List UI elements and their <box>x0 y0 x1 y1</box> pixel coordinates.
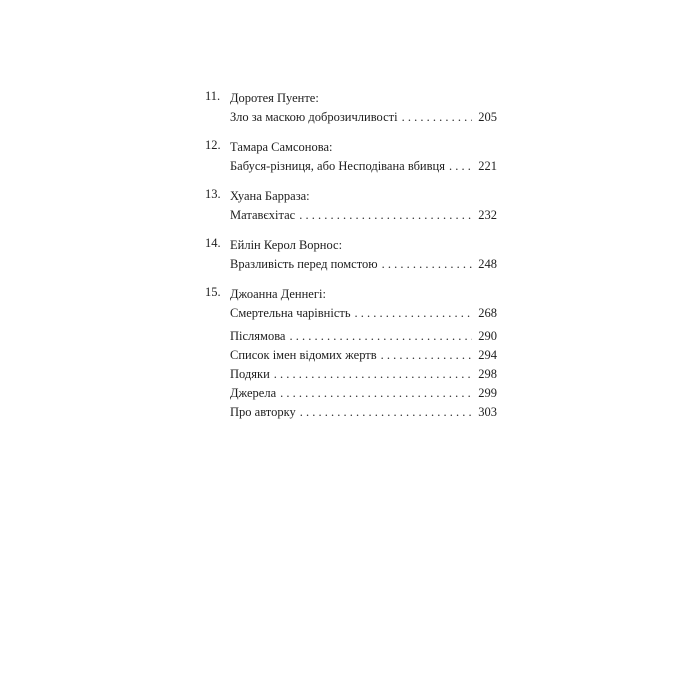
dot-leader <box>402 108 472 127</box>
toc-chapter-14 <box>205 236 497 274</box>
page-number: 221 <box>478 159 497 173</box>
chapter-subtitle: Матавєхітас <box>230 208 296 222</box>
page-number: 205 <box>478 110 497 124</box>
toc-item-acknowledgements <box>205 365 497 384</box>
chapter-number: 11. <box>205 89 221 103</box>
chapter-subtitle: Вразливість перед помстою <box>230 257 378 271</box>
page-number: 299 <box>478 386 497 400</box>
toc-chapter-12 <box>205 138 497 176</box>
page-number: 290 <box>478 329 497 343</box>
chapter-subtitle: Зло за маскою доброзичливості <box>230 110 398 124</box>
toc-chapter-11 <box>205 89 497 127</box>
dot-leader <box>382 255 472 274</box>
page-number: 298 <box>478 367 497 381</box>
chapter-title: Джоанна Деннегі: <box>230 287 326 301</box>
chapter-title: Доротея Пуенте: <box>230 91 319 105</box>
toc-item-victims-list <box>205 346 497 365</box>
chapter-number: 13. <box>205 187 221 201</box>
dot-leader <box>274 365 472 384</box>
chapter-number: 14. <box>205 236 221 250</box>
chapter-subtitle: Смертельна чарівність <box>230 306 351 320</box>
toc-chapter-13 <box>205 187 497 225</box>
back-matter-list <box>205 327 497 422</box>
chapter-title: Хуана Барраза: <box>230 189 310 203</box>
page-number: 268 <box>478 306 497 320</box>
chapter-title: Тамара Самсонова: <box>230 140 333 154</box>
table-of-contents <box>205 89 497 433</box>
dot-leader <box>355 304 472 323</box>
chapter-title: Ейлін Керол Ворнос: <box>230 238 343 252</box>
item-label: Джерела <box>230 386 277 400</box>
page-number: 232 <box>478 208 497 222</box>
dot-leader <box>299 206 472 225</box>
page-number: 294 <box>478 348 497 362</box>
toc-item-sources <box>205 384 497 403</box>
dot-leader <box>280 384 472 403</box>
dot-leader <box>449 157 472 176</box>
item-label: Післямова <box>230 329 286 343</box>
page-number: 303 <box>478 405 497 419</box>
dot-leader <box>289 327 472 346</box>
toc-item-about-author <box>205 403 497 422</box>
dot-leader <box>381 346 472 365</box>
item-label: Список імен відомих жертв <box>230 348 377 362</box>
chapter-number: 15. <box>205 285 221 299</box>
dot-leader <box>300 403 472 422</box>
item-label: Подяки <box>230 367 270 381</box>
toc-item-afterword <box>205 327 497 346</box>
page-number: 248 <box>478 257 497 271</box>
chapter-number: 12. <box>205 138 221 152</box>
item-label: Про авторку <box>230 405 296 419</box>
chapter-subtitle: Бабуся-різниця, або Несподівана вбивця <box>230 159 445 173</box>
toc-chapter-15 <box>205 285 497 422</box>
